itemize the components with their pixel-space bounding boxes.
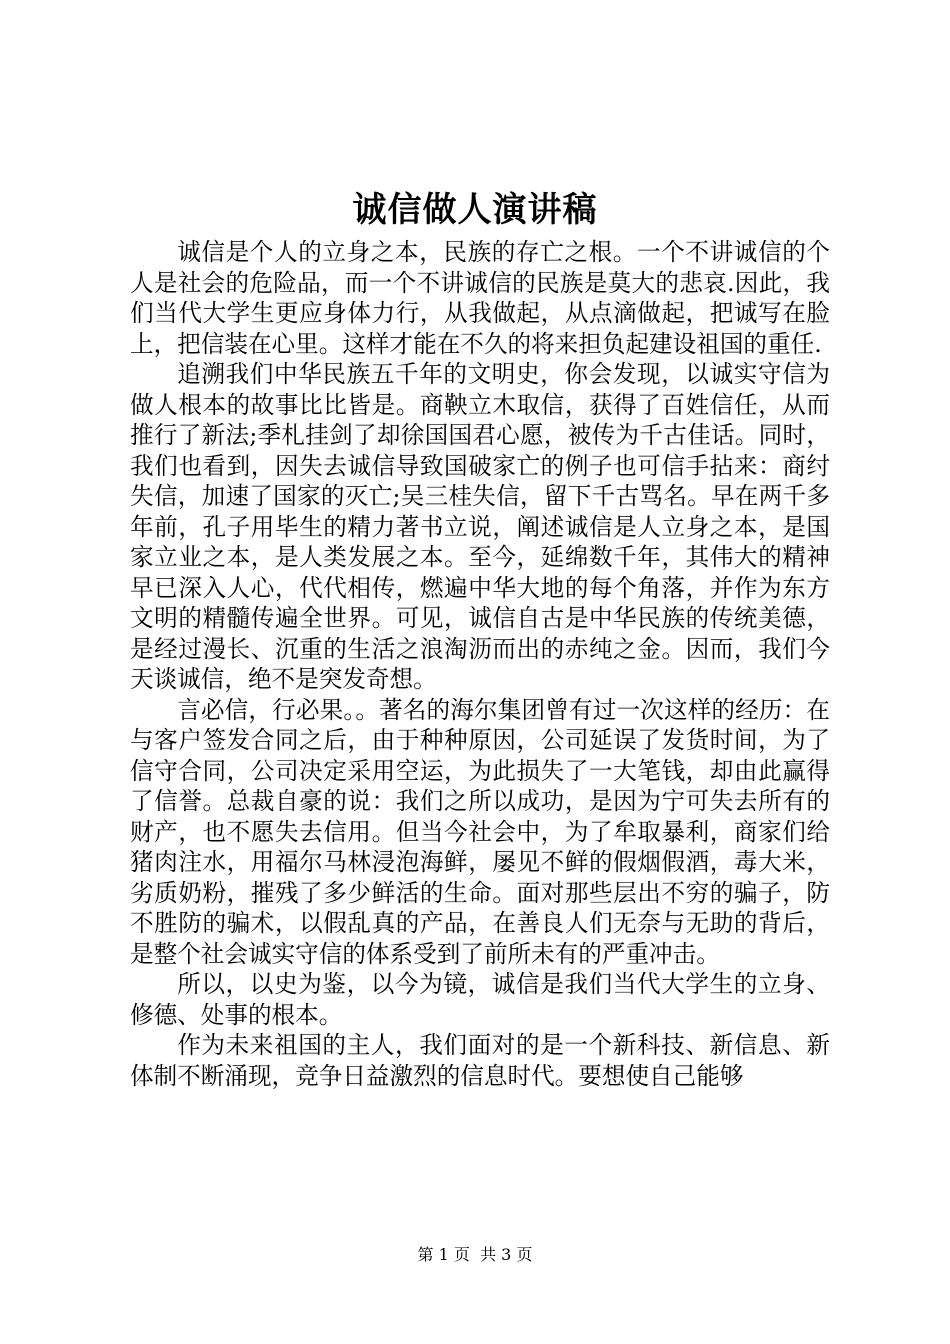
page-number-label: 第 1 页 共 3 页 (417, 1245, 533, 1264)
page-footer (0, 1244, 950, 1266)
paragraph-3: 言必信，行必果。。著名的海尔集团曾有过一次这样的经历：在与客户签发合同之后，由于种种原因，公司延误了发货时间，为了信守合同，公司决定采用空运，为此损失了一大笔钱，却由此赢得了信誉。总裁自豪的说：我们之所以成功，是因为宁可失去所有的财产，也不愿失去信用。但当今社会中，为了牟取暴利，商家们给猪肉注水，用福尔马林浸泡海鲜，屡见不鲜的假烟假酒，毒大米，劣质奶粉，摧残了多少鲜活的生命。面对那些层出不穷的骗子，防不胜防的骗术，以假乱真的产品，在善良人们无奈与无助的背后，是整个社会诚实守信的体系受到了前所未有的严重冲击。 (130, 695, 830, 968)
paragraph-5: 作为未来祖国的主人，我们面对的是一个新科技、新信息、新体制不断涌现，竞争日益激烈的信息时代。要想使自己能够 (130, 1031, 830, 1090)
paragraph-4: 所以，以史为鉴，以今为镜，诚信是我们当代大学生的立身、修德、处事的根本。 (130, 970, 830, 1029)
page-title: 诚信做人演讲稿 (352, 190, 598, 230)
document-body (130, 237, 830, 1091)
paragraph-1: 诚信是个人的立身之本，民族的存亡之根。一个不讲诚信的个人是社会的危险品，而一个不讲诚信的民族是莫大的悲哀.因此，我们当代大学生更应身体力行，从我做起，从点滴做起，把诚写在脸上，把信装在心里。这样才能在不久的将来担负起建设祖国的重任. (130, 238, 830, 358)
paragraph-2: 追溯我们中华民族五千年的文明史，你会发现，以诚实守信为做人根本的故事比比皆是。商鞅立木取信，获得了百姓信任，从而推行了新法;季札挂剑了却徐国国君心愿，被传为千古佳话。同时，我们也看到，因失去诚信导致国破家亡的例子也可信手拈来：商纣失信，加速了国家的灭亡;吴三桂失信，留下千古骂名。早在两千多年前，孔子用毕生的精力著书立说，阐述诚信是人立身之本，是国家立业之本，是人类发展之本。至今，延绵数千年，其伟大的精神早已深入人心，代代相传，燃遍中华大地的每个角落，并作为东方文明的精髓传遍全世界。可见，诚信自古是中华民族的传统美德，是经过漫长、沉重的生活之浪淘沥而出的赤纯之金。因而，我们今天谈诚信，绝不是突发奇想。 (130, 360, 830, 693)
